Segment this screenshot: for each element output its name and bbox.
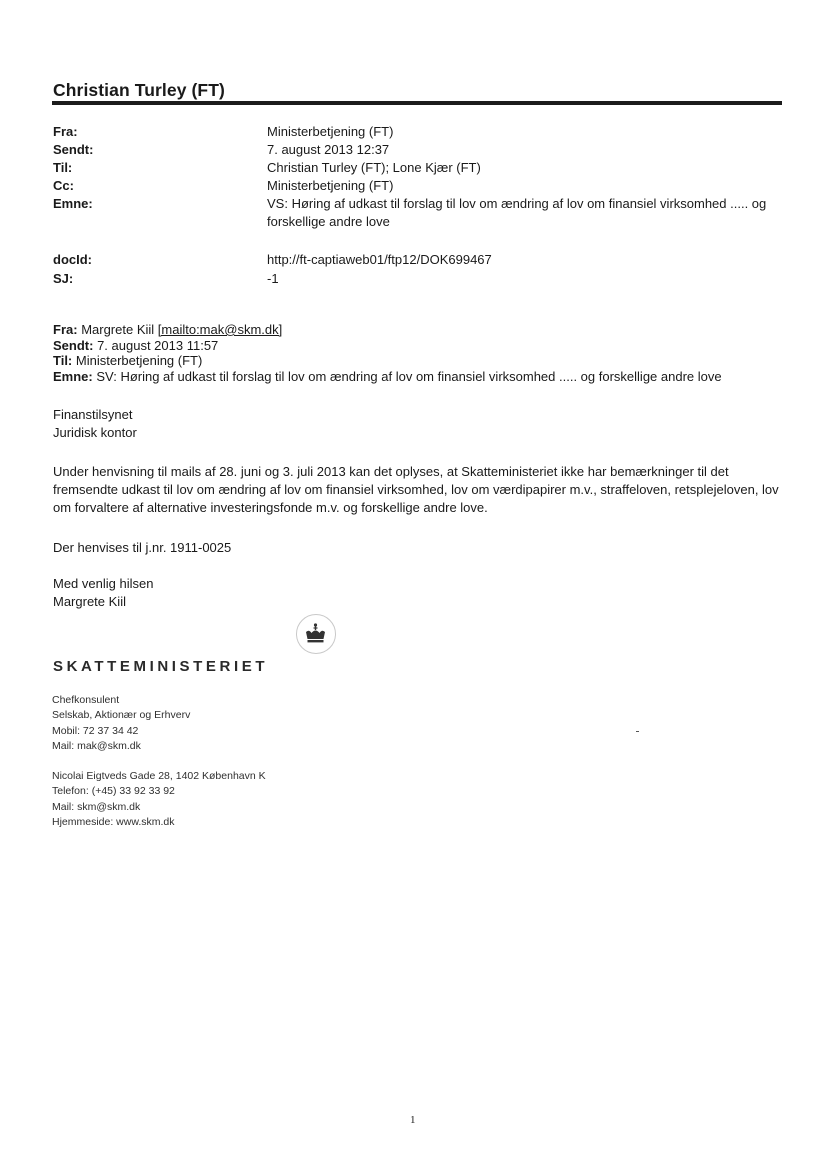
forwarded-header bbox=[53, 322, 722, 384]
header-value: http://ft-captiaweb01/ftp12/DOK699467 bbox=[267, 252, 492, 267]
contact-mail: Mail: skm@skm.dk bbox=[52, 800, 141, 813]
forwarded-from-name: Margrete Kiil bbox=[81, 322, 155, 337]
closing-greeting: Med venlig hilsen bbox=[53, 576, 154, 591]
forwarded-sent-row bbox=[53, 338, 722, 354]
forwarded-label: Emne: bbox=[53, 368, 93, 384]
organization-name: Finanstilsynet bbox=[53, 407, 133, 422]
signature-department: Selskab, Aktionær og Erhverv bbox=[52, 709, 191, 722]
forwarded-label: Fra: bbox=[53, 322, 78, 337]
header-label: SJ: bbox=[53, 271, 74, 286]
header-value: VS: Høring af udkast til forslag til lov om ændring af lov om finansiel virksomhed ..... og forskellige andre love bbox=[267, 196, 767, 229]
header-label: Sendt: bbox=[53, 142, 94, 157]
header-value: -1 bbox=[267, 271, 279, 286]
body-paragraph: Under henvisning til mails af 28. juni og 3. juli 2013 kan det oplyses, at Skatteministeriet ikke har bemærkninger til det fremsendte udkast til lov om ændring af lov om finansiel virksomhed, lov om værdipapirer m.v., straffeloven, retsplejeloven, lov om forvaltere af alternative investeringsfonde m.v. og forskellige andre love. bbox=[53, 464, 779, 515]
forwarded-label: Sendt: bbox=[53, 337, 94, 353]
header-value: Ministerbetjening (FT) bbox=[267, 178, 394, 193]
contact-website: Hjemmeside: www.skm.dk bbox=[52, 815, 175, 828]
page-number: 1 bbox=[410, 1114, 416, 1126]
organization-block bbox=[53, 406, 783, 442]
header-label: Til: bbox=[53, 160, 73, 175]
header-label: Cc: bbox=[53, 178, 74, 193]
header-label: Emne: bbox=[53, 196, 93, 211]
reference-line: Der henvises til j.nr. 1911-0025 bbox=[53, 540, 232, 555]
signer-name: Margrete Kiil bbox=[53, 594, 126, 609]
mailto-link[interactable]: [mailto:mak@skm.dk] bbox=[157, 322, 283, 337]
signature-block bbox=[52, 693, 190, 754]
ministry-contact-block bbox=[52, 769, 266, 830]
forwarded-to-row bbox=[53, 353, 722, 369]
contact-phone: Telefon: (+45) 33 92 33 92 bbox=[52, 785, 175, 798]
header-value: Ministerbetjening (FT) bbox=[267, 124, 394, 139]
organization-office: Juridisk kontor bbox=[53, 425, 137, 440]
title-rule bbox=[52, 101, 782, 105]
signature-mail: Mail: mak@skm.dk bbox=[52, 739, 141, 752]
forwarded-subject-row bbox=[53, 369, 722, 385]
document-title: Christian Turley (FT) bbox=[53, 80, 225, 100]
ministry-wordmark: SKATTEMINISTERIET bbox=[53, 658, 269, 675]
contact-address: Nicolai Eigtveds Gade 28, 1402 København K bbox=[52, 770, 266, 782]
scan-speck bbox=[636, 731, 639, 732]
header-value: 7. august 2013 12:37 bbox=[267, 142, 390, 157]
forwarded-from-row bbox=[53, 322, 722, 338]
signature-mobile: Mobil: 72 37 34 42 bbox=[52, 724, 139, 737]
header-label: docId: bbox=[53, 252, 92, 267]
header-value: Christian Turley (FT); Lone Kjær (FT) bbox=[267, 160, 481, 175]
signature-title: Chefkonsulent bbox=[52, 694, 120, 706]
header-label: Fra: bbox=[53, 124, 78, 139]
closing-block bbox=[53, 575, 783, 611]
ministry-logo bbox=[53, 612, 343, 682]
forwarded-label: Til: bbox=[53, 353, 73, 368]
forwarded-to-value: Ministerbetjening (FT) bbox=[75, 353, 203, 368]
forwarded-subject-value: SV: Høring af udkast til forslag til lov om ændring af lov om finansiel virksomhed ..... og forskellige andre love bbox=[96, 368, 722, 384]
crown-icon bbox=[296, 614, 336, 654]
forwarded-sent-value: 7. august 2013 11:57 bbox=[97, 337, 219, 353]
